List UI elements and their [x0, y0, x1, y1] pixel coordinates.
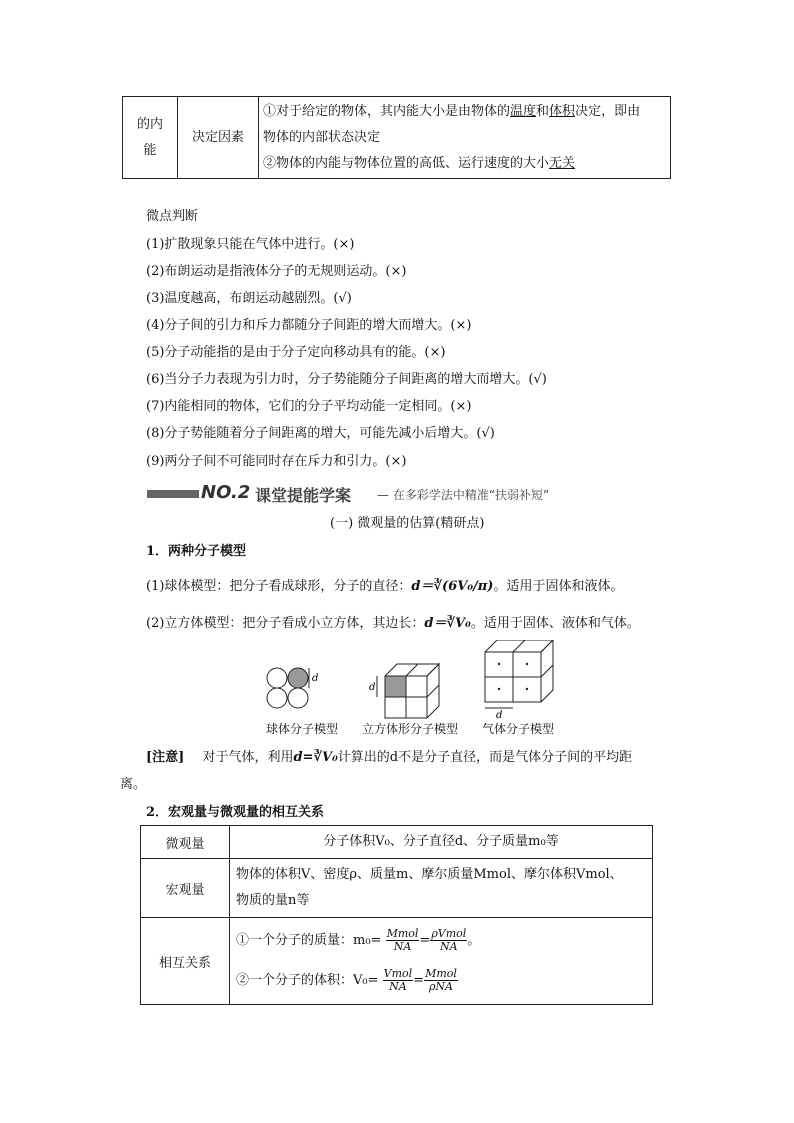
svg-text:d: d	[312, 673, 319, 684]
judgement-item: (4)分子间的引力和斥力都随分子间距的增大而增大。(×)	[146, 318, 472, 333]
judgement-item: (6)当分子力表现为引力时，分子势能随分子间距离的增大而增大。(√)	[146, 372, 547, 387]
note-line-continued: 离。	[120, 777, 147, 792]
banner-subtitle: — 在多彩学法中精准“扶弱补短”	[377, 488, 550, 502]
cube-model-figure	[377, 664, 439, 718]
factor-row-2: 物体的内部状态决定	[263, 129, 381, 145]
judgement-item: (9)两分子间不可能同时存在斥力和引力。(×)	[146, 454, 407, 469]
fig-label-gas: 气体分子模型	[482, 722, 555, 736]
judgement-item: (3)温度越高，布朗运动越剧烈。(√)	[146, 291, 352, 306]
judgement-title: 微点判断	[146, 209, 199, 224]
judgement-item: (2)布朗运动是指液体分子的无规则运动。(×)	[146, 264, 407, 279]
relation-label: 相互关系	[141, 918, 230, 1005]
micro-label: 微观量	[141, 826, 230, 859]
internal-energy-table	[122, 96, 671, 179]
molecule-model-figures	[265, 640, 565, 720]
gas-model-figure	[485, 640, 553, 708]
sphere-model-figure	[267, 668, 318, 708]
banner-bar	[147, 490, 199, 498]
factor-row-1: ①对于给定的物体，其内能大小是由物体的温度和体积决定，即由	[263, 103, 641, 119]
quantities-table	[140, 825, 653, 1005]
fig-label-sphere: 球体分子模型	[266, 722, 339, 736]
macro-label: 宏观量	[141, 859, 230, 918]
banner-number: NO.2	[201, 482, 251, 503]
sphere-formula: d＝∛(6V₀/π)	[411, 579, 494, 594]
subheading-models: 1．两种分子模型	[146, 544, 247, 559]
table1-label-cell	[123, 97, 178, 179]
relation-value: ①一个分子的质量：m₀= $\frac{\text{Mmol}}{NA}$ = $\frac{\text{ρVmol}}{NA}$ 。 ②一个分子的体积：V₀= $\frac{\text{Vmol}}{NA}$ = $\frac{\text{Mmol}}{\text{ρNA}}$	[230, 918, 653, 1005]
judgement-item: (1)扩散现象只能在气体中进行。(×)	[146, 237, 355, 252]
sphere-model-line: (1)球体模型：把分子看成球形，分子的直径：d＝∛(6V₀/π)。适用于固体和液体。	[146, 579, 624, 594]
judgement-item: (8)分子势能随着分子间距离的增大，可能先减小后增大。(√)	[146, 426, 495, 441]
note-line: [注意] 对于气体，利用d=∛V₀计算出的d不是分子直径，而是气体分子间的平均距	[146, 750, 633, 765]
micro-value: 分子体积V₀、分子直径d、分子质量m₀等	[230, 826, 653, 859]
factor-row-3: ②物体的内能与物体位置的高低、运行速度的大小无关	[263, 155, 576, 171]
gas-d-label: d	[496, 710, 503, 720]
factor-content	[259, 97, 671, 179]
banner-title: 课堂提能学案	[255, 486, 352, 505]
section-heading: (一) 微观量的估算(精研点)	[330, 516, 485, 531]
cube-formula: d＝∛V₀	[424, 616, 471, 631]
note-tag: [注意]	[146, 750, 185, 765]
macro-value: 物体的体积V、密度ρ、质量m、摩尔质量Mmol、摩尔体积Vmol、 物质的量n等	[230, 859, 653, 918]
table1-label-top: 的内	[136, 116, 163, 132]
judgement-item: (5)分子动能指的是由于分子定向移动具有的能。(×)	[146, 345, 446, 360]
section-banner	[147, 480, 607, 510]
cube-model-line: (2)立方体模型：把分子看成小立方体，其边长：d＝∛V₀。适用于固体、液体和气体。	[146, 616, 640, 631]
table1-label-bottom: 能	[143, 142, 157, 158]
fig-label-cube: 立方体形分子模型	[362, 722, 459, 736]
factor-label: 决定因素	[178, 97, 259, 179]
cube-d-label: d	[369, 682, 376, 693]
subheading-relations: 2．宏观量与微观量的相互关系	[146, 805, 325, 820]
judgement-item: (7)内能相同的物体，它们的分子平均动能一定相同。(×)	[146, 399, 472, 414]
